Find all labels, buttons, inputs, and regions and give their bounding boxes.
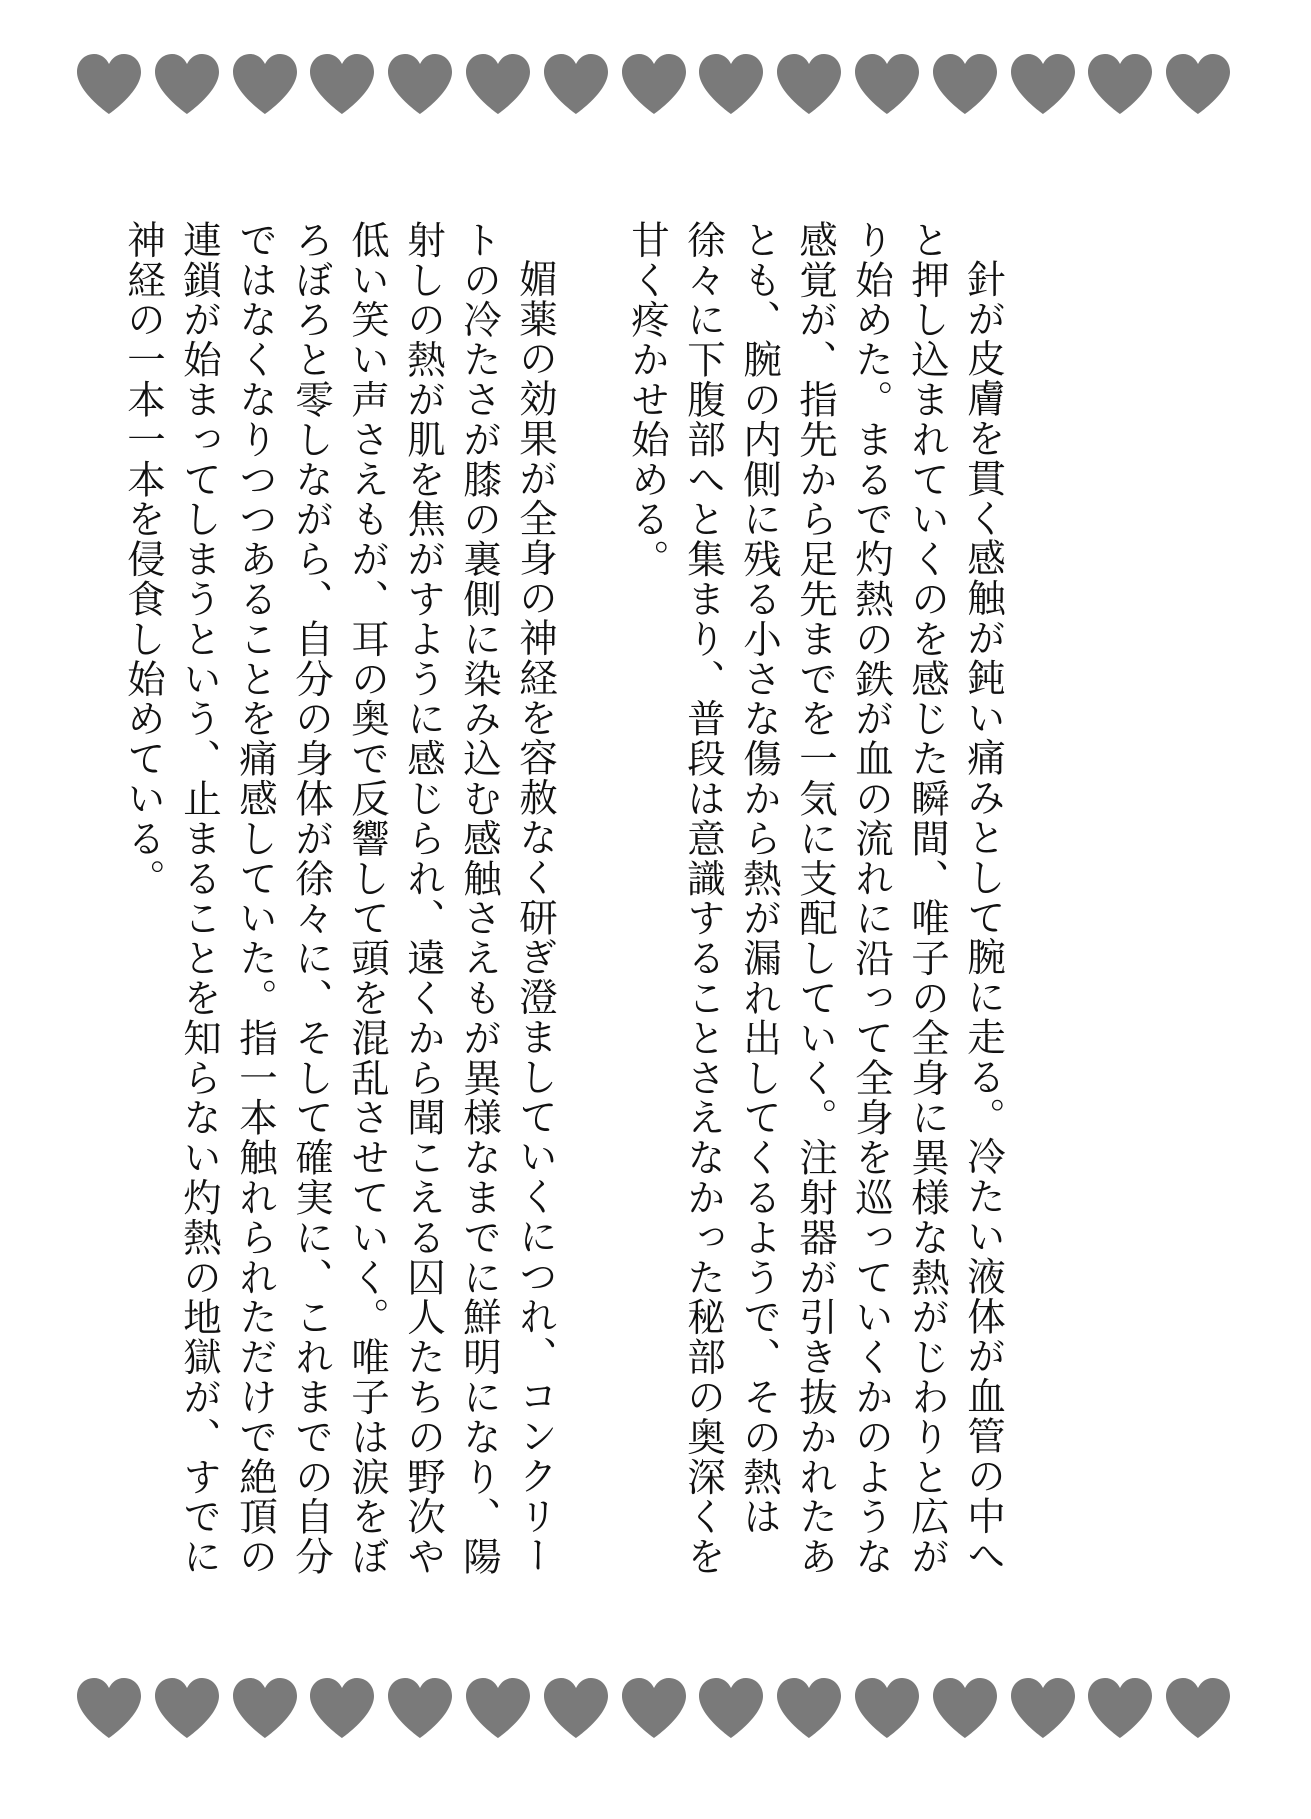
heart-icon [231, 52, 299, 116]
vertical-text-block [115, 220, 1011, 1580]
heart-icon [931, 52, 999, 116]
top-heart-border [0, 52, 1311, 122]
heart-icon [153, 1676, 221, 1740]
heart-icon [853, 1676, 921, 1740]
heart-icon [1164, 1676, 1232, 1740]
heart-icon [1009, 52, 1077, 116]
heart-icon [542, 1676, 610, 1740]
heart-icon [931, 1676, 999, 1740]
heart-icon [853, 52, 921, 116]
heart-icon [308, 1676, 376, 1740]
heart-icon [308, 52, 376, 116]
heart-icon [542, 52, 610, 116]
heart-icon [1164, 52, 1232, 116]
paragraph-2: 媚薬の効果が全身の神経を容赦なく研ぎ澄ましていくにつれ、コンクリートの冷たさが膝の裏側に染み込む感触さえもが異様なまでに鮮明になり、陽射しの熱が肌を焦がすように感じられ、遠くから聞こえる囚人たちの野次や低い笑い声さえもが、耳の奥で反響して頭を混乱させていく。唯子は涙をぼろぼろと零しながら、自分の身体が徐々に、そして確実に、これまでの自分ではなくなりつつあることを痛感していた。指一本触れられただけで絶頂の連鎖が始まってしまうという、止まることを知らない灼熱の地獄が、すでに神経の一本一本を侵食し始めている。 [121, 220, 558, 1577]
heart-icon [386, 52, 454, 116]
heart-icon [231, 1676, 299, 1740]
heart-icon [620, 52, 688, 116]
heart-icon [75, 52, 143, 116]
heart-icon [1009, 1676, 1077, 1740]
heart-icon [775, 52, 843, 116]
heart-icon [697, 52, 765, 116]
bottom-heart-border [0, 1676, 1311, 1746]
heart-icon [620, 1676, 688, 1740]
heart-icon [153, 52, 221, 116]
paragraph-1: 針が皮膚を貫く感触が鈍い痛みとして腕に走る。冷たい液体が血管の中へと押し込まれていくのを感じた瞬間、唯子の全身に異様な熱がじわりと広がり始めた。まるで灼熱の鉄が血の流れに沿って全身を巡っていくかのような感覚が、指先から足先までを一気に支配していく。注射器が引き抜かれたあとも、腕の内側に残る小さな傷から熱が漏れ出してくるようで、その熱は徐々に下腹部へと集まり、普段は意識することさえなかった秘部の奥深くを甘く疼かせ始める。 [625, 220, 1006, 1577]
heart-icon [697, 1676, 765, 1740]
heart-icon [1086, 52, 1154, 116]
heart-icon [386, 1676, 454, 1740]
heart-icon [75, 1676, 143, 1740]
heart-icon [1086, 1676, 1154, 1740]
heart-icon [464, 52, 532, 116]
heart-icon [464, 1676, 532, 1740]
heart-icon [775, 1676, 843, 1740]
